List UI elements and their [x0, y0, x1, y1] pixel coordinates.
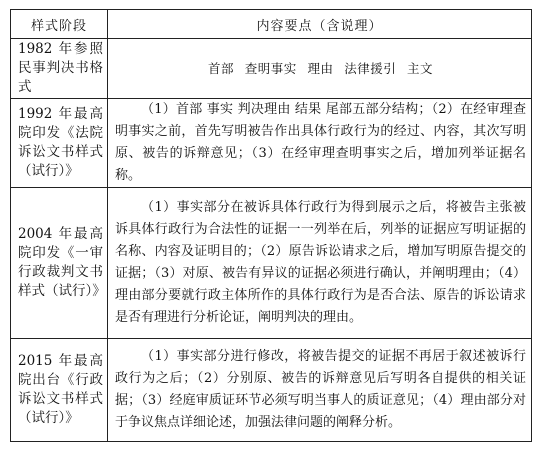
- content-text: （1）事实部分在被诉具体行政行为得到展示之后，将被告主张被诉具体行政行为合法性的证据一一列举在后，列举的证据应写明证据的名称、内容及证明目的；（2）原告诉讼请求之后，增加写明原告提交的证据；（3）对原、被告有异议的证据必须进行确认，并阐明理由；（4）理由部分要就行政主体所作的具体行政行为是否合法、原告的诉讼请求是否有理进行分析论证，阐明判决的理由。: [115, 200, 526, 325]
- header-row: [11, 10, 532, 39]
- comparison-table: [10, 9, 532, 442]
- stage-cell: 2015 年最高院出台《行政诉讼文书样式（试行）》: [11, 339, 108, 442]
- stage-cell: 1992 年最高院印发《法院诉讼文书样式（试行）》: [11, 99, 108, 188]
- content-cell: [108, 339, 532, 442]
- content-cell: 首部 查明事实 理由 法律援引 主文: [108, 39, 532, 99]
- table-row: [11, 188, 532, 339]
- stage-cell: 2004 年最高院印发《一审行政裁判文书样式（试行）》: [11, 188, 108, 339]
- header-stage: 样式阶段: [11, 10, 108, 39]
- content-text: （1）事实部分进行修改，将被告提交的证据不再居于叙述被诉行政行为之后；（2）分别原、被告的诉辩意见后写明各自提供的相关证据；（3）经庭审质证环节必须写明当事人的质证意见；（4）理由部分对于争议焦点详细论述，加强法律问题的阐释分析。: [115, 349, 526, 430]
- table-row: [11, 39, 532, 99]
- content-text: （1）首部 事实 判决理由 结果 尾部五部分结构；（2）在经审理查明事实之前，首先写明被告作出具体行政行为的经过、内容，其次写明原、被告的诉辩意见；（3）在经审理查明事实之后，增加列举证据名称。: [115, 102, 526, 183]
- table-row: [11, 99, 532, 188]
- header-content: 内容要点（含说理）: [108, 10, 532, 39]
- content-cell: [108, 99, 532, 188]
- table-row: [11, 339, 532, 442]
- stage-cell: 1982 年参照民事判决书格式: [11, 39, 108, 99]
- content-cell: [108, 188, 532, 339]
